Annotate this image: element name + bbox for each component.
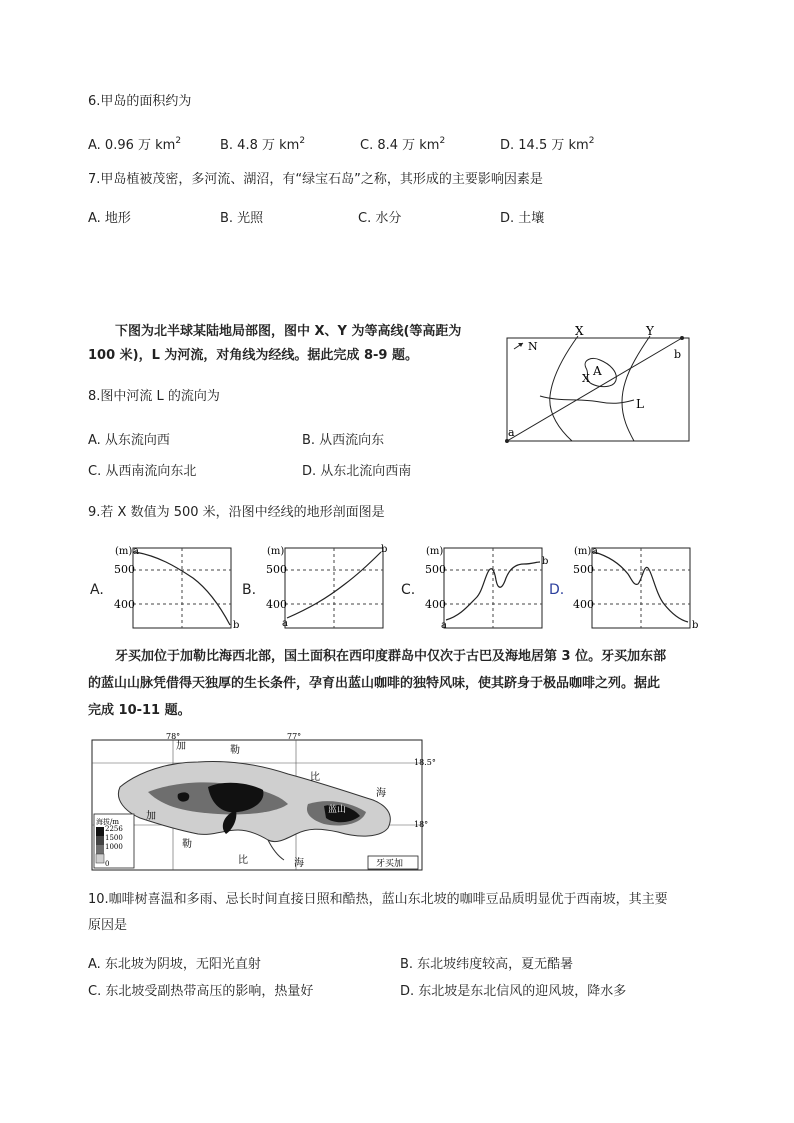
q6-option-d: D. 14.5 万 $km^2$ [500,136,595,153]
map-label-b: b [674,348,682,361]
q8-stem: 8.图中河流 L 的流向为 [88,389,220,404]
q10-stem-line1: 10.咖啡树喜温和多雨、忌长时间直接日照和酷热，蓝山东北坡的咖啡豆品质明显优于西南坡，其主要 [88,892,668,907]
blue-mountain-label: 蓝山 [328,805,347,815]
q6-option-c: C. 8.4 万 $km^2$ [360,136,446,153]
q7-option-c: C. 水分 [358,211,402,226]
end-b-label: b [233,620,240,631]
profile-chart-a [113,542,243,634]
sea-char: 比 [238,855,248,866]
q8-option-d: D. 从东北流向西南 [302,464,412,479]
q9-option-d-letter: D. [549,582,565,598]
tick-500: 500 [114,563,135,576]
intro-8-9-line1: 下图为北半球某陆地局部图，图中 X、Y 为等高线(等高距为 [115,324,462,339]
intro-8-9-line2: 100 米)，L 为河流，对角线为经线。据此完成 8-9 题。 [88,348,418,363]
lat-18-label: 18° [414,820,429,829]
sea-char: 加 [146,811,156,822]
q6-option-a: A. 0.96 万 $km^2$ [88,136,182,153]
q9-stem: 9.若 X 数值为 500 米，沿图中经线的地形剖面图是 [88,505,385,520]
sea-char: 加 [176,741,186,752]
end-a-label: a [282,618,288,629]
tick-400: 400 [266,598,287,611]
tick-400: 400 [114,598,135,611]
tick-500: 500 [425,563,446,576]
end-a-label: a [592,546,598,557]
legend-value: 0 [105,860,110,868]
q6-stem: 6.甲岛的面积约为 [88,94,192,109]
profile-chart-d [572,542,702,634]
q10-option-d: D. 东北坡是东北信风的迎风坡，降水多 [400,984,627,999]
q10-option-a: A. 东北坡为阴坡，无阳光直射 [88,957,261,972]
river-l [540,396,634,403]
q6-option-b: B. 4.8 万 $km^2$ [220,136,306,153]
unit-label: (m) [574,546,592,557]
sea-char: 海 [294,858,304,869]
end-b-label: b [542,556,549,567]
hilltop-label-a: A [593,364,602,378]
sea-char: 勒 [182,839,192,850]
intro-10-11-line3: 完成 10-11 题。 [88,703,191,718]
q9-option-a-letter: A. [90,582,104,598]
q8-option-b: B. 从西流向东 [302,433,385,448]
tick-400: 400 [573,598,594,611]
sea-char: 比 [310,772,320,783]
q8-option-c: C. 从西南流向东北 [88,464,197,479]
contour-x [550,336,578,441]
q9-option-b-letter: B. [242,582,257,598]
q8-option-a: A. 从东流向西 [88,433,170,448]
lon-78-label: 78° [166,732,181,741]
end-a-label: a [133,546,139,557]
q7-option-a: A. 地形 [88,211,131,226]
q7-stem: 7.甲岛植被茂密，多河流、湖沼，有“绿宝石岛”之称，其形成的主要影响因素是 [88,172,543,187]
lon-77-label: 77° [287,732,302,741]
river-l-label: L [636,397,644,411]
closed-contour-x-label: X [582,372,590,385]
jamaica-map [88,732,448,874]
q7-option-d: D. 土壤 [500,211,545,226]
legend-value: 1500 [105,834,123,842]
tick-400: 400 [425,598,446,611]
contour-map [500,322,700,447]
legend-title: 海拔/m [96,818,119,826]
intro-10-11-line1: 牙买加位于加勒比海西北部，国土面积在西印度群岛中仅次于古巴及海地居第 3 位。牙买加东部 [115,649,667,664]
q10-option-c: C. 东北坡受副热带高压的影响，热量好 [88,984,314,999]
unit-label: (m) [115,546,133,557]
sea-char: 海 [376,788,386,799]
tick-500: 500 [573,563,594,576]
contour-y [622,336,650,441]
q10-stem-line2: 原因是 [88,918,128,933]
unit-label: (m) [267,546,285,557]
meridian-line [507,338,682,441]
q7-option-b: B. 光照 [220,211,264,226]
end-b-label: b [692,620,699,631]
contour-y-label: Y [646,324,654,338]
end-a-label: a [441,620,447,631]
legend-value: 1000 [105,843,123,851]
legend-value: 2256 [105,825,123,833]
profile-chart-c [424,542,554,634]
q10-option-b: B. 东北坡纬度较高，夏无酷暑 [400,957,574,972]
lat-18-5-label: 18.5° [414,758,436,767]
unit-label: (m) [426,546,444,557]
intro-10-11-line2: 的蓝山山脉凭借得天独厚的生长条件，孕育出蓝山咖啡的独特风味，使其跻身于极品咖啡之列。据此 [88,676,661,691]
profile-chart-b [265,542,395,634]
end-b-label: b [381,544,388,555]
country-label: 牙买加 [376,859,404,869]
sea-char: 勒 [230,745,240,756]
contour-x-label: X [575,324,584,338]
tick-500: 500 [266,563,287,576]
map-label-a: a [508,426,515,439]
north-label: N [528,340,538,353]
q9-option-c-letter: C. [401,582,416,598]
